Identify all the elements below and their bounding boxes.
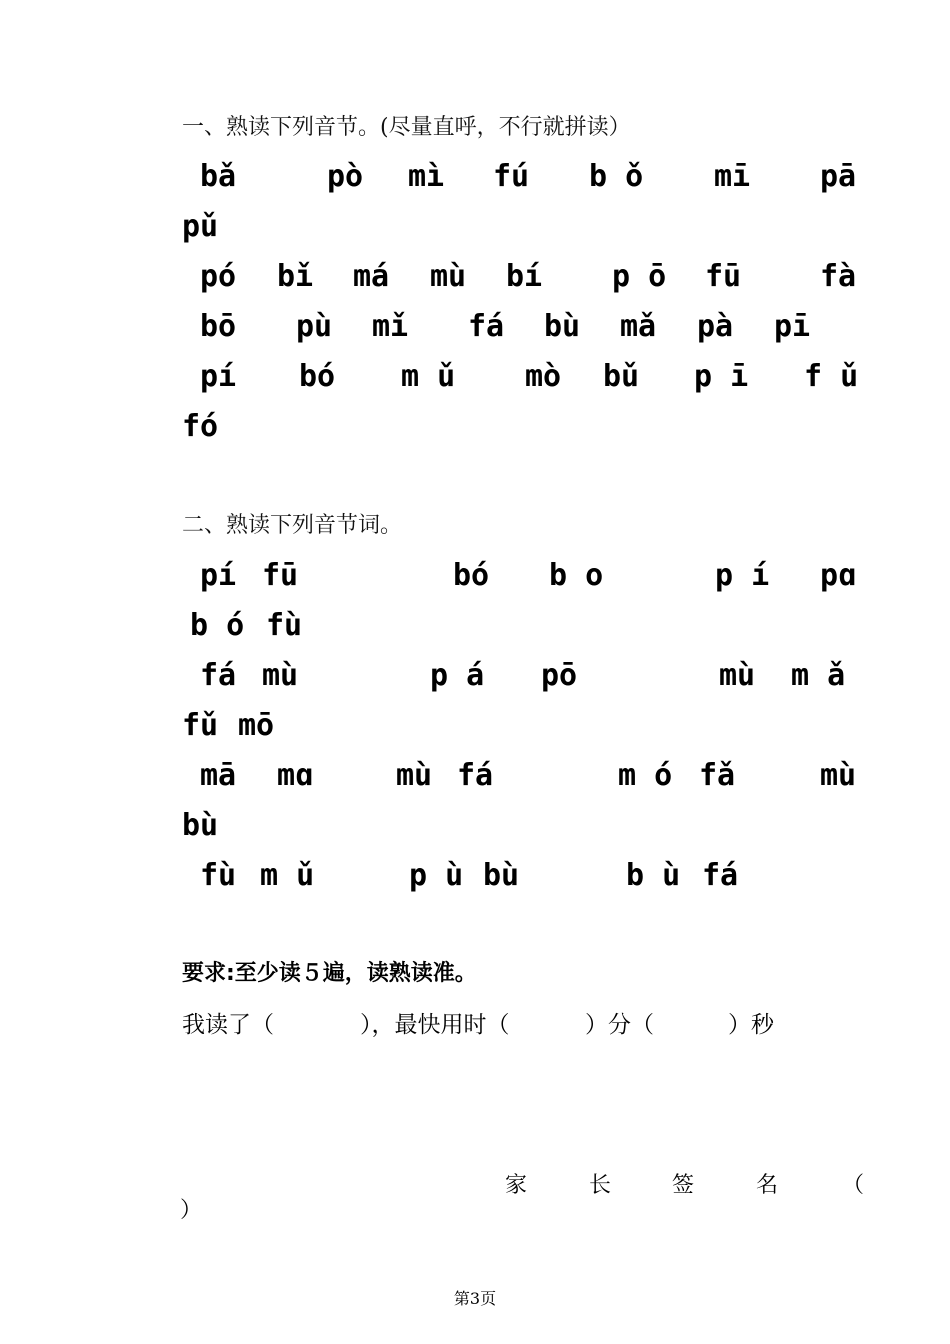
syllable: pà <box>697 309 734 344</box>
word-row <box>182 651 860 701</box>
syllable: pò <box>327 159 364 194</box>
reading-record-part: ），最快用时（ <box>360 1012 510 1038</box>
syllable: mǎ <box>620 309 657 344</box>
word-row <box>182 801 860 851</box>
syllable: mā <box>200 758 237 793</box>
syllable: b ó <box>190 608 245 643</box>
signature-close: ） <box>180 1198 203 1223</box>
syllable: bù <box>544 309 581 344</box>
syllable: bō <box>200 309 237 344</box>
syllable: p í <box>715 558 770 593</box>
syllable: m ǔ <box>260 858 315 893</box>
syllable: p ù <box>409 858 464 893</box>
syllable: p á <box>430 658 485 693</box>
word-row <box>182 851 860 901</box>
syllable: m ǔ <box>401 359 456 394</box>
requirement-text: 要求:至少读５遍，读熟读准。 <box>182 961 477 986</box>
word-row <box>182 551 860 601</box>
syllable: fù <box>266 608 303 643</box>
syllable: p ī <box>694 359 749 394</box>
syllable: fù <box>200 858 237 893</box>
syllable: bó <box>299 359 336 394</box>
reading-record-part: 我读了（ <box>182 1012 274 1038</box>
syllable: b ǒ <box>589 159 644 194</box>
syllable: fá <box>200 658 237 693</box>
syllable: mò <box>525 359 562 394</box>
signature-char: 长 <box>589 1173 612 1198</box>
reading-record-part: ）分（ <box>585 1012 654 1038</box>
word-row <box>182 601 860 651</box>
syllable: fū <box>705 259 742 294</box>
syllable: fǔ <box>182 708 219 743</box>
syllable: pí <box>200 359 237 394</box>
syllable: mì <box>408 159 445 194</box>
syllable: fá <box>702 858 739 893</box>
syllable: m ǎ <box>791 658 846 693</box>
syllable: mɑ <box>277 758 314 793</box>
syllable: mù <box>396 758 433 793</box>
syllable-row <box>182 302 860 352</box>
syllable-row <box>182 202 860 252</box>
syllable: bǔ <box>603 359 640 394</box>
syllable: mō <box>238 708 275 743</box>
page-number: 第3页 <box>453 1289 497 1308</box>
section-1-title: 一、熟读下列音节。(尽量直呼，不行就拼读） <box>182 115 631 140</box>
word-row <box>182 701 860 751</box>
syllable: má <box>353 259 390 294</box>
syllable: mī <box>714 159 751 194</box>
syllable: b ù <box>626 858 681 893</box>
syllable: mù <box>820 758 857 793</box>
syllable: pō <box>541 658 578 693</box>
syllable: m ó <box>618 758 673 793</box>
syllable-row <box>182 402 860 452</box>
syllable: mǐ <box>372 309 409 344</box>
syllable: fá <box>468 309 505 344</box>
word-row <box>182 751 860 801</box>
section-2-title: 二、熟读下列音节词。 <box>182 513 403 538</box>
syllable: pǔ <box>182 209 219 244</box>
signature-char: 家 <box>505 1173 528 1198</box>
syllable: mù <box>262 658 299 693</box>
syllable: pī <box>774 309 811 344</box>
syllable: fó <box>182 409 219 444</box>
signature-char: （ <box>842 1173 865 1198</box>
syllable: pā <box>820 159 857 194</box>
syllable: fà <box>820 259 857 294</box>
syllable: fǎ <box>699 758 736 793</box>
signature-char: 签 <box>672 1173 695 1198</box>
syllable-row <box>182 152 860 202</box>
signature-char: 名 <box>756 1173 779 1198</box>
syllable: pí <box>200 558 237 593</box>
syllable-row <box>182 252 860 302</box>
syllable: pɑ <box>820 558 857 593</box>
syllable: pù <box>296 309 333 344</box>
reading-record-part: ）秒 <box>728 1012 774 1038</box>
syllable: mù <box>719 658 756 693</box>
syllable: bǐ <box>277 259 314 294</box>
syllable: fú <box>493 159 530 194</box>
syllable: p ō <box>612 259 667 294</box>
syllable-row <box>182 352 860 402</box>
syllable: pó <box>200 259 237 294</box>
syllable: mù <box>430 259 467 294</box>
syllable: f ǔ <box>804 359 859 394</box>
syllable: bù <box>483 858 520 893</box>
syllable: fá <box>457 758 494 793</box>
syllable: bù <box>182 808 219 843</box>
syllable: fū <box>262 558 299 593</box>
syllable: bó <box>453 558 490 593</box>
syllable: b o <box>549 558 604 593</box>
reading-record-line <box>182 1006 862 1038</box>
syllable: bǎ <box>200 159 237 194</box>
syllable: bí <box>506 259 543 294</box>
